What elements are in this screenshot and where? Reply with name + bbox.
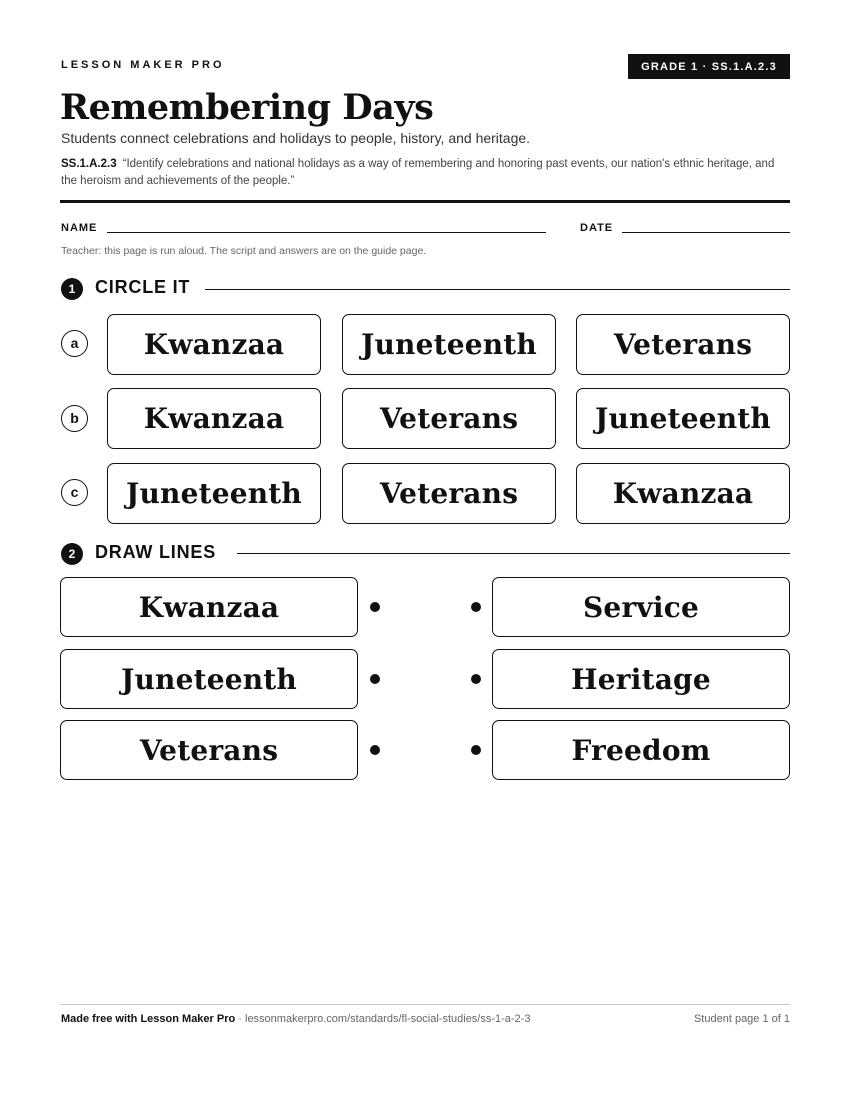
footer-url[interactable]: · lessonmakerpro.com/standards/fl-social-studies/ss-1-a-2-3 (235, 1013, 531, 1025)
circle-option[interactable]: Veterans (342, 388, 556, 449)
match-right-item[interactable]: Freedom (492, 720, 790, 780)
header-divider (60, 200, 790, 203)
circle-option[interactable]: Juneteenth (107, 463, 321, 524)
match-right-dot[interactable] (471, 745, 481, 755)
match-left-item[interactable]: Veterans (60, 720, 358, 780)
footer-page-number: Student page 1 of 1 (693, 1013, 790, 1025)
section-2-rule (237, 553, 790, 554)
section-2-title: DRAW LINES (95, 542, 217, 562)
match-left-dot[interactable] (370, 745, 380, 755)
section-2-number: 2 (61, 543, 83, 565)
teacher-note: Teacher: this page is run aloud. The script and answers are on the guide page. (61, 245, 427, 257)
row-letter-a: a (61, 330, 88, 357)
date-label: DATE (580, 222, 614, 234)
name-field[interactable] (107, 232, 546, 233)
match-left-item[interactable]: Juneteenth (60, 649, 358, 709)
standard-statement (61, 156, 781, 190)
match-right-item[interactable]: Heritage (492, 649, 790, 709)
match-right-dot[interactable] (471, 602, 481, 612)
page-title: Remembering Days (60, 87, 434, 128)
circle-option[interactable]: Veterans (342, 463, 556, 524)
section-1-title: CIRCLE IT (95, 277, 191, 297)
match-left-item[interactable]: Kwanzaa (60, 577, 358, 637)
circle-option[interactable]: Kwanzaa (107, 388, 321, 449)
standard-text: “Identify celebrations and national holidays as a way of remembering and honoring past events, our nation's ethnic heritage, and the heroism and achievements of the people.” (61, 158, 775, 187)
footer-divider (60, 1004, 790, 1005)
section-1-rule (205, 289, 790, 290)
circle-option[interactable]: Kwanzaa (107, 314, 321, 375)
footer-made-with: Made free with Lesson Maker Pro (61, 1013, 236, 1025)
row-letter-b: b (61, 405, 88, 432)
standard-code: SS.1.A.2.3 (61, 158, 117, 170)
match-right-item[interactable]: Service (492, 577, 790, 637)
footer-credit (61, 1013, 531, 1025)
name-label: NAME (61, 222, 98, 234)
section-1-number: 1 (61, 278, 83, 300)
brand-name: LESSON MAKER PRO (61, 59, 225, 71)
match-right-dot[interactable] (471, 674, 481, 684)
date-field[interactable] (622, 232, 790, 233)
match-left-dot[interactable] (370, 674, 380, 684)
row-letter-c: c (61, 479, 88, 506)
circle-option[interactable]: Kwanzaa (576, 463, 790, 524)
page-subtitle: Students connect celebrations and holidays to people, history, and heritage. (61, 130, 531, 146)
circle-option[interactable]: Juneteenth (342, 314, 556, 375)
match-left-dot[interactable] (370, 602, 380, 612)
grade-standard-badge: GRADE 1 · SS.1.A.2.3 (628, 54, 790, 79)
circle-option[interactable]: Veterans (576, 314, 790, 375)
circle-option[interactable]: Juneteenth (576, 388, 790, 449)
